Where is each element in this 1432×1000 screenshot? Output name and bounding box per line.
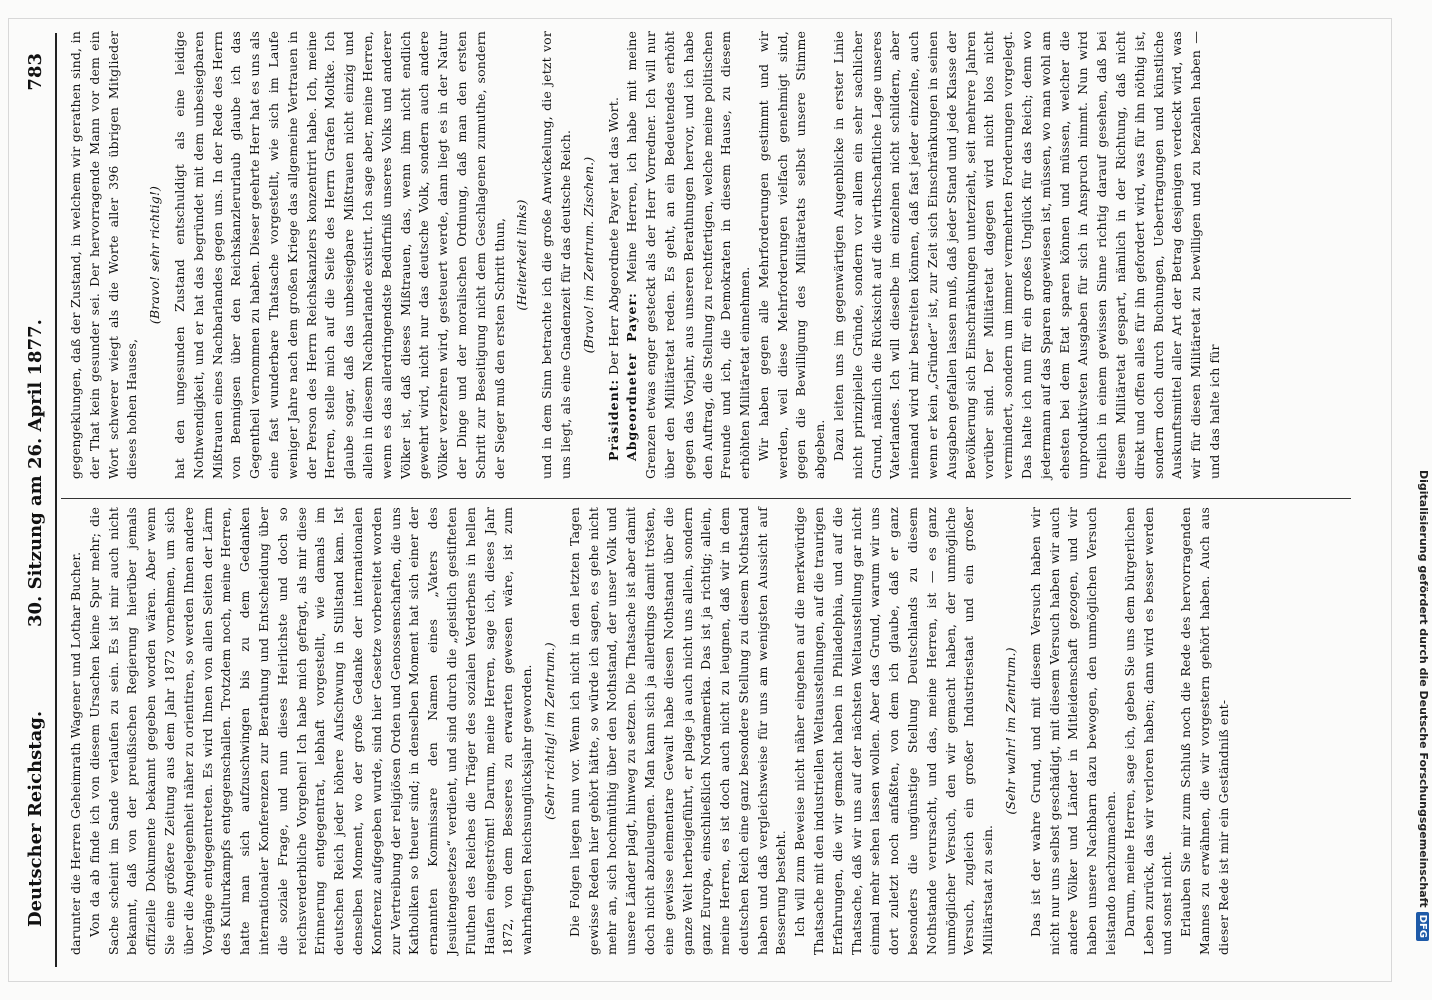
page-number: 783 <box>25 53 46 91</box>
interjection: (Bravo! im Zentrum. Zischen.) <box>580 156 596 354</box>
header-publication: Deutscher Reichstag. <box>25 710 46 927</box>
paragraph-president <box>605 31 624 479</box>
paragraph: Ich will zum Beweise nicht näher eingehen auf die merkwürdige Thatsache mit den industriellen Weltausstellungen, auf die traurigen Erfahrungen, die wir gemacht haben in Philadelphia, und auf die Thatsache, daß wir uns auf der nächsten Weltausstellung gar nicht einmal mehr sehen lassen wollen. Aber das Grund, warum wir uns dort zuletzt noch anfaßten, von dem ich glaube, daß er ganz besonders die ungünstige Stellung Deutschlands zu diesem Nothstande verursacht, und das, meine Herren, ist — es ganz unmöglicher Versuch, den wir gemacht haben, der unmögliche Versuch, zugleich ein großer Industriestaat und ein großer Militärstaat zu sein. <box>792 507 996 955</box>
column-divider <box>61 498 1351 499</box>
speech-text: Der Herr Abgeordnete Payer hat das Wort. <box>605 96 621 379</box>
paragraph: Von da ab finde ich von diesem Ursachen keine Spur mehr; die Sache scheint im Sande verlaufen zu sein. Es ist mir auch nicht bekannt, daß von der preußischen Regierung hierüber jemals offizielle Dokumente bekannt gegeben worden wären. Aber wenn Sie eine größere Zeitung aus dem Jahr 1872 vornehmen, um sich über die Angelegenheit näher zu orientiren, so werden Ihnen andere Vorgänge entgegentreten. Es wird Ihnen von allen Seiten der Lärm des Kulturkampfs entgegenschallen. Trotzdem noch, meine Herren, hatte man sich aufzuschwingen bis zu dem Gedanken internationaler Konferenzen zur Berathung und Entscheidung über die soziale Frage, und nun dieses Heirlichste und doch so reichsverderbliche Vorgehen! Ich habe mich gefragt, als mir diese Erinnerung entgegentrat, lebhaft vorgestellt, wie damals im deutschen Reich jeder höhere Aufschwung in Stillstand kam. Ist denselben Moment, wo der große Gedanke der internationalen Konferenz aufgegeben wurde, sind hier Gesetze vorbereitet worden zur Vertreibung der religiösen Orden und Genossenschaften, die uns Katholiken so theuer sind; in denselben Moment hat sich einer der ernannten Kommissare den Namen eines „Vaters des Jesuitengesetzes“ verdient, und sind durch die „geistlich gestifteten Fluthen des Reiches die Träger des sozialen Verderbens in hellen Haufen eingeströmt! Darum, meine Herren, sage ich, dieses Jahr 1872, von dem Besseres zu erwarten gewesen wäre, ist zum wahrhaftigen Reichsunglücksjahr geworden. <box>86 507 535 955</box>
interjection: (Sehr wahr! im Zentrum.) <box>1003 647 1019 815</box>
interjection: (Bravo! sehr richtig!) <box>147 185 163 325</box>
paragraph: und in dem Sinn betrachte ich die große Anwickelung, die jetzt vor uns liegt, als eine Gnadenzeit für das deutsche Reich. <box>539 31 573 479</box>
interjection: (Heiterkeit links) <box>514 199 530 311</box>
paragraph: Wir haben gegen alle Mehrforderungen gestimmt und wir werden, weil diese Mehrforderungen vielfach genehmigt sind, gegen die Bewilligung des Militäretats selbst unsere Stimme abgeben. <box>755 31 828 479</box>
paragraph: Erlauben Sie mir zum Schluß noch die Rede des hervorragenden Mannes zu erwähnen, die wir vorgestern gehört haben. Auch aus dieser Rede ist mir ein Geständniß ent- <box>1178 507 1231 955</box>
paragraph: Das ist der wahre Grund, und mit diesem Versuch haben wir nicht nur uns selbst geschädigt, mit diesem Versuch haben wir auch andere Völker und Länder in Mitleidenschaft gezogen, und wir haben unsere Nachbarn dazu bewogen, den unmöglichen Versuch leistando nachzumachen. <box>1027 507 1119 955</box>
document-page <box>8 18 1392 982</box>
paragraph: Dazu leiten uns im gegenwärtigen Augenblicke in erster Linie nicht prinzipielle Gründe, sondern vor allem ein sehr sachlicher Grund, nämlich die Rücksicht auf die wirthschaftliche Lage unseres Vaterlandes. Ich will dieselbe im einzelnen nicht schildern, aber niemand wird mir bestreiten können, daß fast jeder einzelne, auch wenn er kein „Gründer“ ist, zur Zeit sich Einschränkungen in seinen Ausgaben gefallen lassen muß, daß jeder Stand und jede Klasse der Bevölkerung sich Einschränkungen unterzieht, seit mehrere Jahren vorüber sind. Der Militäretat dagegen wird nicht blos nicht vermindert, sondern um immer vermehrten Forderungen vorgelegt. Das halte ich nun für ein großes Unglück für das Reich; denn wo jedermann auf das Sparen angewiesen ist, müssen, wo man wohl am ehesten bei dem Etat sparen können und müssen, welcher die unproduktivsten Ausgaben für sich in Anspruch nimmt. Nun wird freilich in einem gewissen Sinne richtig darauf gesehen, daß bei diesem Militäretat gespart, nämlich in der Richtung, daß nicht direkt und offen alles für ihn gefordert wird, was für ihn nöthig ist, sondern doch durch Buchungen, Uebertragungen und künstliche Auskunftsmittel aller Art der Betrag desjenigen verdeckt wird, was wir für diesen Militäretat zu bewilligen und zu bezahlen haben — und das halte ich für <box>831 31 1223 479</box>
paragraph: hat den ungesunden Zustand entschuldigt als eine leidige Nothwendigkeit, und er hat das begründet mit dem unbesiegbaren Mißtrauen eines Nachbarlandes gegen uns. In der Rede des Herrn von Bennigsen über den Reichskanzlerurlaub glaube ich das Gegentheil vernommen zu haben. Dieser geehrte Herr hat es uns als eine fast wunderbare Thatsache vorgestellt, wie sich im Laufe weniger Jahre nach dem großen Kriege das allgemeine Vertrauen in der Person des Herrn Reichskanzlers konzentrirt habe. Ich, meine Herren, stelle mich auf die Seite des Herrn Grafen Moltke. Ich glaube sogar, daß das unbesiegbare Mißtrauen nicht einzig und allein in diesem Nachbarlande existirt. Ich sage aber, meine Herren, wenn es das allerdringendste Bedürfniß unseres Volks und anderer Völker ist, daß dieses Mißtrauen, das, wenn ihm nicht endlich gewehrt wird, nicht nur das deutsche Volk, sondern auch andere Völker verzehren wird, gesteuert werde, dann liegt es in der Natur der Dinge und der moralischen Ordnung, daß man den ersten Schritt zur Beseitigung nicht dem Geschlagenen zumuthe, sondern der Sieger muß den ersten Schritt thun, <box>171 31 507 479</box>
right-column <box>67 31 1225 479</box>
speech-text: Meine Herren, ich habe mit meine Grenzen etwas enger gesteckt als der Herr Vorredner. Ich will nur über den Militäretat reden. Es geht, an ein Bedeutendes erhöht gegen das Vorjahr, aus unseren Berathungen hervor, und ich habe den Auftrag, die Stellung zu rechtfertigen, welche meine politischen Freunde und ich, die Demokraten in diesem Hause, zu diesem erhöhten Militäretat einnehmen. <box>624 31 753 479</box>
running-header <box>21 33 57 967</box>
dfg-logo-badge: DFG <box>1416 912 1429 941</box>
interjection: (Sehr richtig! im Zentrum.) <box>541 642 557 820</box>
paragraph: Die Folgen liegen nun vor. Wenn ich nicht in den letzten Tagen gewisse Reden hier gehört hätte, so würde ich sagen, es gehe nicht mehr an, sich hochmüthig über den Nothstand, der unser Volk und unsere Länder plagt, hinweg zu setzen. Die Thatsache ist aber damit doch nicht abzuleugnen. Man kann sich ja allerdings damit trösten, eine gewisse elementare Gewalt habe diesen Nothstand über die ganze Welt herbeigeführt, er plage ja auch nicht uns allein, sondern ganz Europa, einschließlich Nordamerika. Das ist ja richtig; allein, meine Herren, es ist doch auch nicht zu leugnen, daß wir in dem deutschen Reich eine ganz besondere Stellung zu diesem Nothstand haben und daß vergleichsweise für uns am wenigsten Aussicht auf Besserung besteht. <box>566 507 789 955</box>
speaker-name: Präsident: <box>605 378 621 461</box>
paragraph: darunter die Herren Geheimrath Wagener und Lothar Bucher. <box>68 551 83 955</box>
paragraph: Darum, meine Herren, sage ich, geben Sie uns dem bürgerlichen Leben zurück, das wir verloren haben; dann wird es besser werden und sonst nicht. <box>1121 507 1175 955</box>
speaker-name: Abgeordneter Payer: <box>624 292 640 461</box>
credit-line <box>1410 0 1430 1000</box>
paragraph-payer <box>623 31 755 479</box>
paragraph: gegengeklungen, daß der Zustand, in welchem wir gerathen sind, in der That kein gesunder sei. Der hervorragende Mann vor dem ein Wort schwerer wiegt als die Worte aller 396 übrigen Mitglieder dieses hohen Hauses, <box>68 31 140 479</box>
header-session: 30. Sitzung am 26. April 1877. <box>25 319 46 627</box>
left-column <box>67 507 1234 955</box>
credit-text: Digitalisierung gefördert durch die Deutsche Forschungsgemeinschaft <box>1417 470 1430 908</box>
